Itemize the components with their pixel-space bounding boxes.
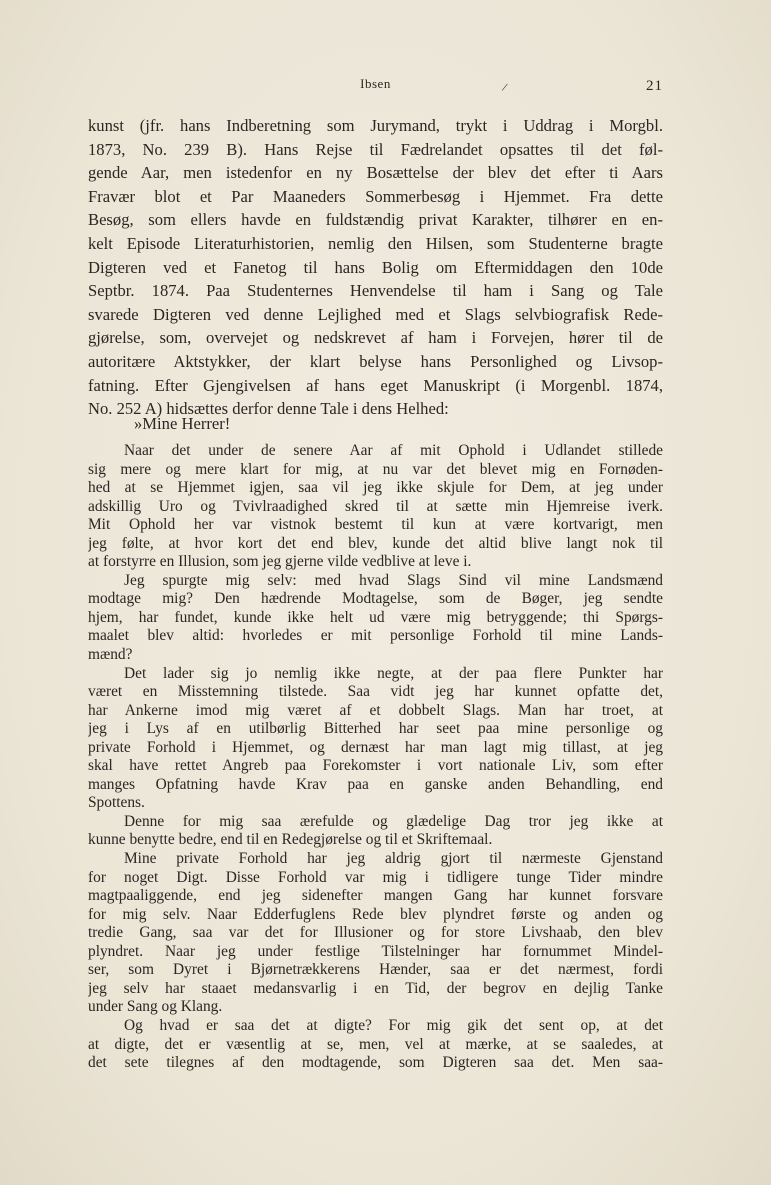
intro-paragraph xyxy=(88,114,663,421)
text-line: for noget Digt. Disse Forhold var mig i tidligere tunge Tider mindre xyxy=(88,868,663,886)
text-line: Jeg spurgte mig selv: med hvad Slags Sind vil mine Landsmænd xyxy=(124,571,663,589)
speech-text xyxy=(88,442,663,1073)
text-line: fatning. Efter Gjengivelsen af hans eget Manuskript (i Morgenbl. 1874, xyxy=(88,375,663,395)
pencil-mark: / xyxy=(500,79,509,95)
text-line: Mit Ophold her var vistnok bestemt til kun at være kortvarigt, men xyxy=(88,516,663,534)
text-line: adskillig Uro og Tvivlraadighed skred til at sætte min Hjemreise iverk. xyxy=(88,497,663,515)
text-line: tredie Gang, saa var det for Illusioner og for store Livshaab, den blev xyxy=(88,924,663,942)
text-line: Septbr. 1874. Paa Studenternes Henvendelse til ham i Sang og Tale xyxy=(88,281,663,301)
text-line: gende Aar, men istedenfor en ny Bosættelse der blev det efter ti Aars xyxy=(88,163,663,183)
text-line: jeg i Lys af en utilbørlig Bitterhed har seet paa mine personlige og xyxy=(88,720,663,738)
text-line: Digteren ved et Fanetog til hans Bolig om Eftermiddagen den 10de xyxy=(88,257,663,277)
text-line: private Forhold i Hjemmet, og dernæst har man lagt mig tillast, at jeg xyxy=(88,738,663,756)
text-line: No. 252 A) hidsættes derfor denne Tale i dens Helhed: xyxy=(88,399,449,419)
text-line: kelt Episode Literaturhistorien, nemlig den Hilsen, som Studenterne bragte xyxy=(88,233,663,253)
running-title: Ibsen xyxy=(360,76,391,91)
text-line: gjørelse, som, overvejet og nedskrevet af ham i Forvejen, hører til de xyxy=(88,328,663,348)
text-line: hed at se Hjemmet igjen, saa vil jeg ikke skjule for Dem, at jeg under xyxy=(88,479,663,497)
text-line: maalet blev altid: hvorledes er mit personlige Forhold til mine Lands- xyxy=(88,627,663,645)
text-line: plyndret. Naar jeg under festlige Tilstelninger har fornummet Mindel- xyxy=(88,942,663,960)
text-line: Spottens. xyxy=(88,794,145,812)
text-line: skal have rettet Angreb paa Forekomster i vort nationale Liv, som efter xyxy=(88,757,663,775)
text-line: sig mere og mere klart for mig, at nu var det blevet mig en Fornøden- xyxy=(88,460,663,478)
text-line: Denne for mig saa ærefulde og glædelige Dag tror jeg ikke at xyxy=(124,812,663,830)
text-line: været en Misstemning tilstede. Saa vidt jeg har kunnet opfatte det, xyxy=(88,683,663,701)
text-line: ser, som Dyret i Bjørnetrækkerens Hænder, saa er det nærmest, fordi xyxy=(88,961,663,979)
text-line: hjem, har fundet, kunde ikke helt ud være mig betryggende; thi Spørgs- xyxy=(88,608,663,626)
text-line: det sete tilegnes af den modtagende, som Digteren saa det. Men saa- xyxy=(88,1054,663,1072)
text-line: autoritære Aktstykker, der klart belyse hans Personlighed og Livsop- xyxy=(88,351,663,371)
text-line: Fravær blot et Par Maaneders Sommerbesøg i Hjemmet. Fra dette xyxy=(88,186,663,206)
text-line: jeg følte, at hvor kort det end blev, kunde det altid blive langt nok til xyxy=(88,534,663,552)
text-line: Mine private Forhold har jeg aldrig gjort til nærmeste Gjenstand xyxy=(124,850,663,868)
text-line: 1873, No. 239 B). Hans Rejse til Fædrelandet opsattes til det føl- xyxy=(88,139,663,159)
text-line: magtpaaliggende, end jeg sidenefter mangen Gang har kunnet forsvare xyxy=(88,887,663,905)
text-line: Og hvad er saa det at digte? For mig gik det sent op, at det xyxy=(124,1016,663,1034)
speech-salutation: »Mine Herrer! xyxy=(134,414,231,433)
text-line: under Sang og Klang. xyxy=(88,998,223,1016)
text-line: kunst (jfr. hans Indberetning som Jurymand, trykt i Uddrag i Morgbl. xyxy=(88,116,663,135)
text-line: kunne benytte bedre, end til en Redegjørelse og til et Skriftemaal. xyxy=(88,831,493,849)
page-number: 21 xyxy=(646,78,663,94)
text-line: svarede Digteren ved denne Lejlighed med et Slags selvbiografisk Rede- xyxy=(88,304,663,324)
text-line: at forstyrre en Illusion, som jeg gjerne vilde vedblive at leve i. xyxy=(88,553,472,571)
text-line: har Ankerne imod mig været af et dobbelt Slags. Man har troet, at xyxy=(88,701,663,719)
text-line: mænd? xyxy=(88,646,133,664)
text-line: manges Opfatning havde Krav paa en ganske anden Behandling, end xyxy=(88,775,663,793)
text-line: Besøg, som ellers havde en fuldstændig privat Karakter, tilhører en en- xyxy=(88,210,663,230)
text-line: Naar det under de senere Aar af mit Ophold i Udlandet stillede xyxy=(124,442,663,459)
text-line: for mig selv. Naar Edderfuglens Rede blev plyndret første og anden og xyxy=(88,905,663,923)
text-line: jeg selv har staaet medansvarlig i en Tid, der begrov en dejlig Tanke xyxy=(88,979,663,997)
page-header xyxy=(88,76,663,98)
text-line: Det lader sig jo nemlig ikke negte, at der paa flere Punkter har xyxy=(124,664,663,682)
text-line: modtage mig? Den hædrende Modtagelse, som de Bøger, jeg sendte xyxy=(88,590,663,608)
text-line: at digte, det er væsentlig at se, men, vel at mærke, at se saaledes, at xyxy=(88,1035,663,1053)
